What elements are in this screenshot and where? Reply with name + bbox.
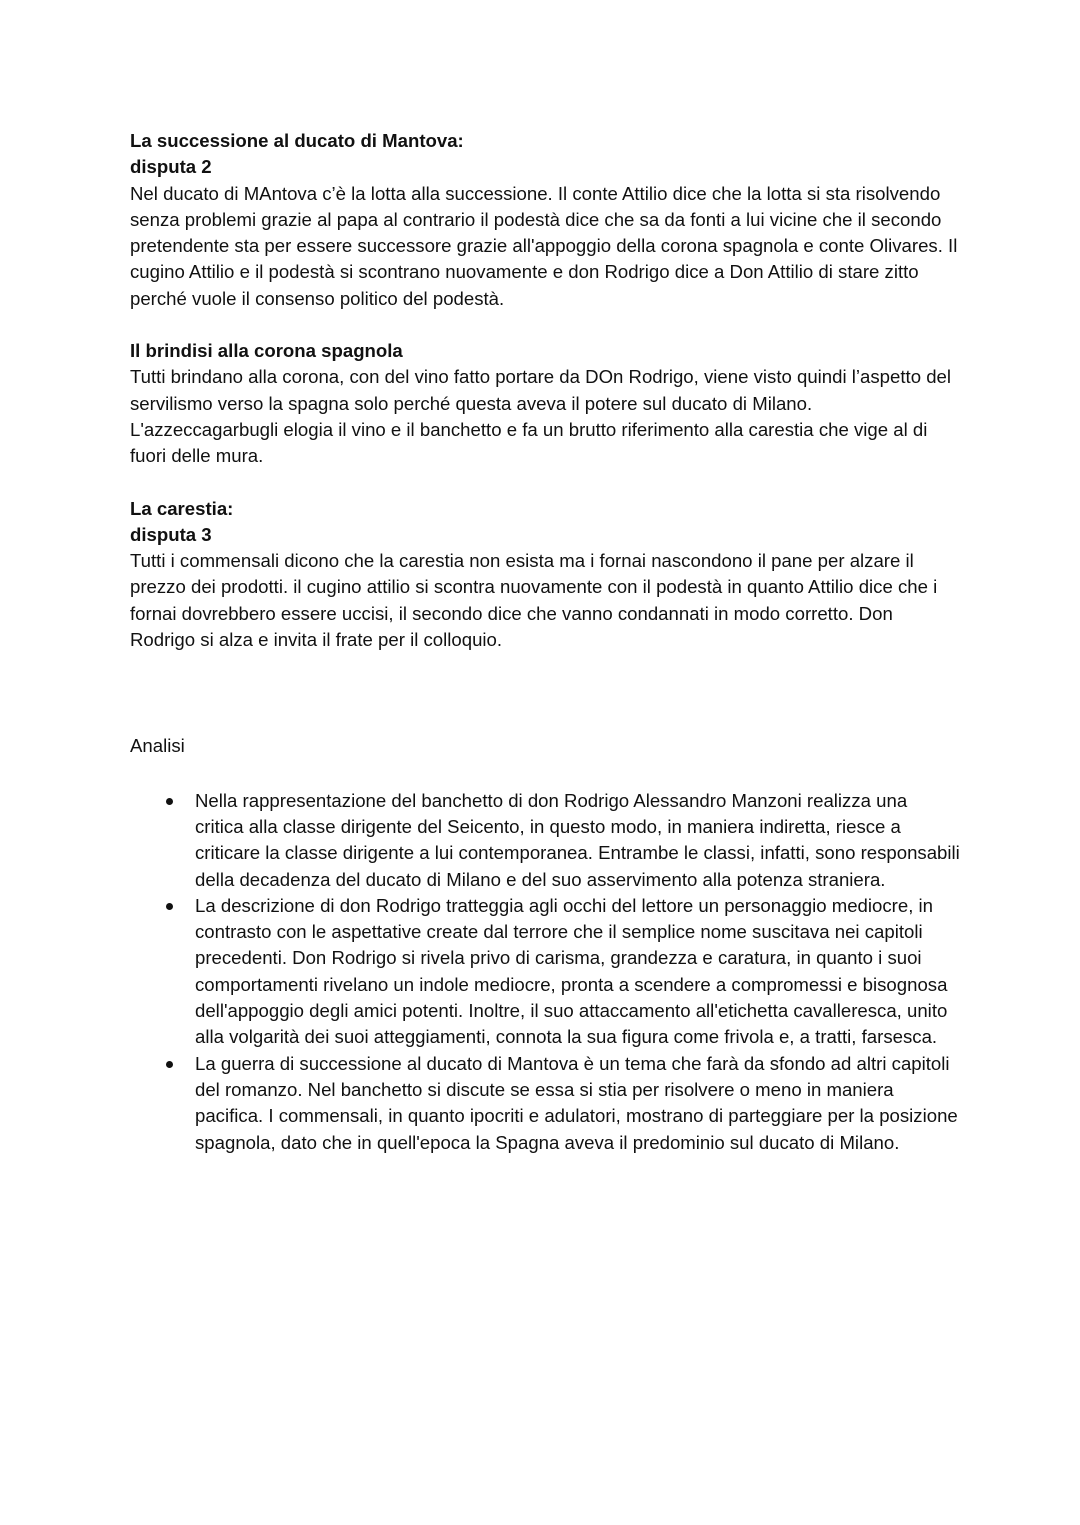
- list-item: [130, 893, 960, 1051]
- section-subheading: disputa 2: [130, 156, 212, 178]
- section-paragraph: Tutti i commensali dicono che la carestia non esista ma i fornai nascondono il pane per alzare il prezzo dei prodotti. il cugino attilio si scontra nuovamente con il podestà in quanto Attilio dice che i fornai dovrebbero essere uccisi, il secondo dice che vanno condannati in modo corretto. Don Rodrigo si alza e invita il frate per il colloquio.: [130, 550, 938, 651]
- section-subheading: disputa 3: [130, 523, 212, 545]
- bullet-icon: [166, 798, 173, 805]
- list-item: [130, 788, 960, 893]
- bullet-icon: [166, 903, 173, 910]
- analisi-list: [130, 788, 960, 1156]
- section-heading: Il brindisi alla corona spagnola: [130, 340, 403, 362]
- section-heading: La successione al ducato di Mantova:: [130, 130, 464, 151]
- section-paragraph: Tutti brindano alla corona, con del vino fatto portare da DOn Rodrigo, viene visto quindi l’aspetto del servilismo verso la spagna solo perché questa aveva il potere sul ducato di Milano.: [130, 366, 952, 414]
- section-carestia: [130, 496, 960, 654]
- list-item-text: Nella rappresentazione del banchetto di don Rodrigo Alessandro Manzoni realizza una critica alla classe dirigente del Seicento, in questo modo, in maniera indiretta, riesce a criticare la classe dirigente a lui contemporanea. Entrambe le classi, infatti, sono responsabili della decadenza del ducato di Milano e del suo asservimento alla potenza straniera.: [195, 789, 960, 890]
- list-item-text: La guerra di successione al ducato di Mantova è un tema che farà da sfondo ad altri capitoli del romanzo. Nel banchetto si discute se essa si stia per risolvere o meno in maniera pacifica. I commensali, in quanto ipocriti e adulatori, mostrano di parteggiare per la posizione spagnola, dato che in quell'epoca la Spagna aveva il predominio sul ducato di Milano.: [195, 1052, 958, 1153]
- section-paragraph: L'azzeccagarbugli elogia il vino e il banchetto e fa un brutto riferimento alla carestia che vige al di fuori delle mura.: [130, 418, 928, 467]
- section-analisi: [130, 733, 960, 1155]
- list-item-text: La descrizione di don Rodrigo tratteggia agli occhi del lettore un personaggio mediocre, in contrasto con le aspettative create dal terrore che il semplice nome suscitava nei capitoli precedenti. Don Rodrigo si rivela privo di carisma, grandezza e caratura, in quanto i suoi comportamenti rivelano un indole mediocre, pronta a scendere a compromessi e bisognosa dell'appoggio degli amici potenti. Inoltre, il suo attaccamento all'etichetta cavalleresca, unito alla volgarità dei suoi atteggiamenti, connota la sua figura come frivola e, a tratti, farsesca.: [195, 894, 948, 1048]
- section-heading: La carestia:: [130, 497, 234, 519]
- analisi-title: Analisi: [130, 735, 185, 757]
- bullet-icon: [166, 1061, 173, 1068]
- section-paragraph: Nel ducato di MAntova c’è la lotta alla successione. Il conte Attilio dice che la lotta si sta risolvendo senza problemi grazie al papa al contrario il podestà dice che sa da fonti a lui vicine che il secondo pretendente sta per essere successore grazie all'appoggio della corona spagnola e conte Olivares. Il cugino Attilio e il podestà si scontrano nuovamente e don Rodrigo dice a Don Attilio di stare zitto perché vuole il consenso politico del podestà.: [130, 182, 958, 309]
- document-page: [130, 128, 960, 1156]
- section-successione: [130, 128, 960, 312]
- section-brindisi: [130, 338, 960, 469]
- list-item: [130, 1051, 960, 1156]
